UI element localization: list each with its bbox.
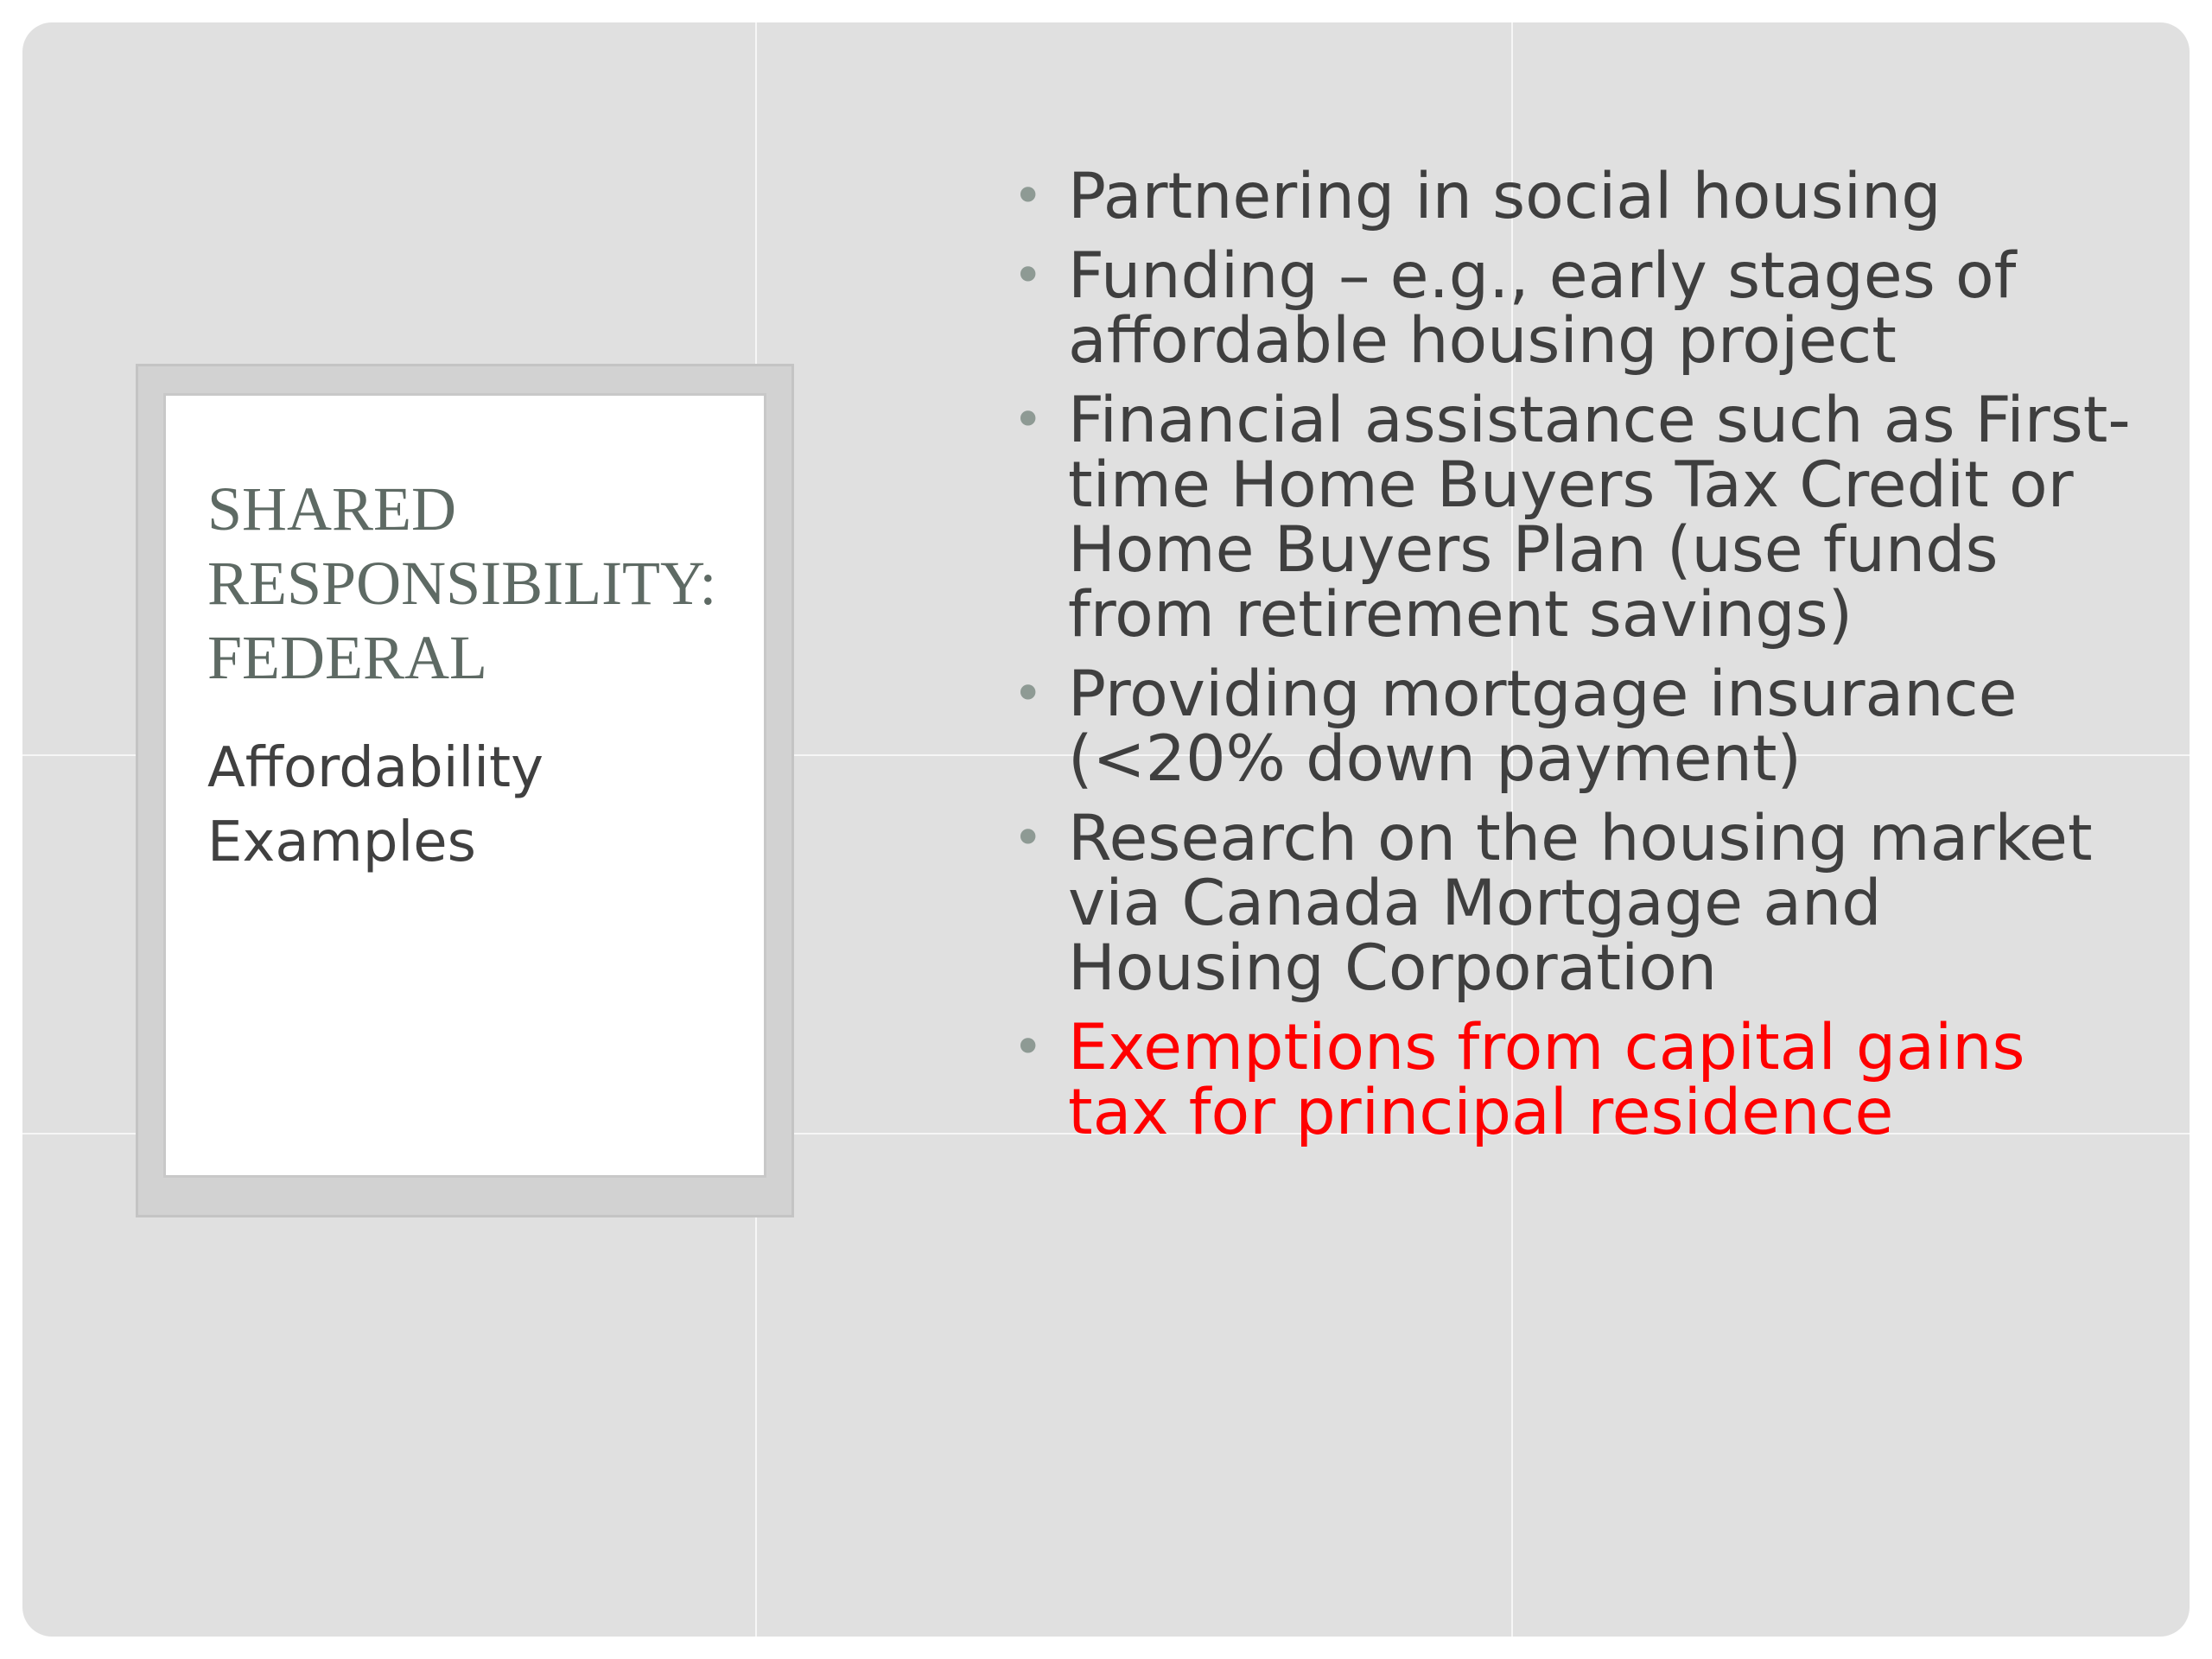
bullet-item [994,802,2134,1005]
bullet-text: Partnering in social housing [1068,160,1942,233]
bullet-item [994,384,2134,652]
bullet-text: Exemptions from capital gains tax for principal residence [1068,1011,2025,1149]
bullet-marker-icon: • [1013,664,1044,724]
bullet-marker-icon: • [1013,808,1044,868]
bullet-item [994,658,2134,796]
bullet-marker-icon: • [1013,166,1044,226]
bullet-item-highlighted [994,1011,2134,1149]
slide [22,22,2190,1637]
bullet-text: Providing mortgage insurance (<20% down payment) [1068,658,2018,796]
bullet-text: Funding – e.g., early stages of affordable housing project [1068,239,2017,378]
bullet-marker-icon: • [1013,1017,1044,1077]
title-frame [136,364,794,1217]
bullet-text: Financial assistance such as First-time Home Buyers Tax Credit or Home Buyers Plan (use funds from retirement savings) [1068,384,2131,652]
bullet-marker-icon: • [1013,245,1044,306]
slide-subtitle: Affordability Examples [207,736,543,874]
bullet-list [994,160,2134,1160]
bullet-text: Research on the housing market via Canada Mortgage and Housing Corporation [1068,802,2093,1005]
bullet-marker-icon: • [1013,390,1044,450]
bullet-item [994,160,2134,233]
title-card [163,393,766,1178]
bullet-item [994,239,2134,378]
slide-title: SHARED RESPONSIBILITY: FEDERAL [207,474,717,692]
